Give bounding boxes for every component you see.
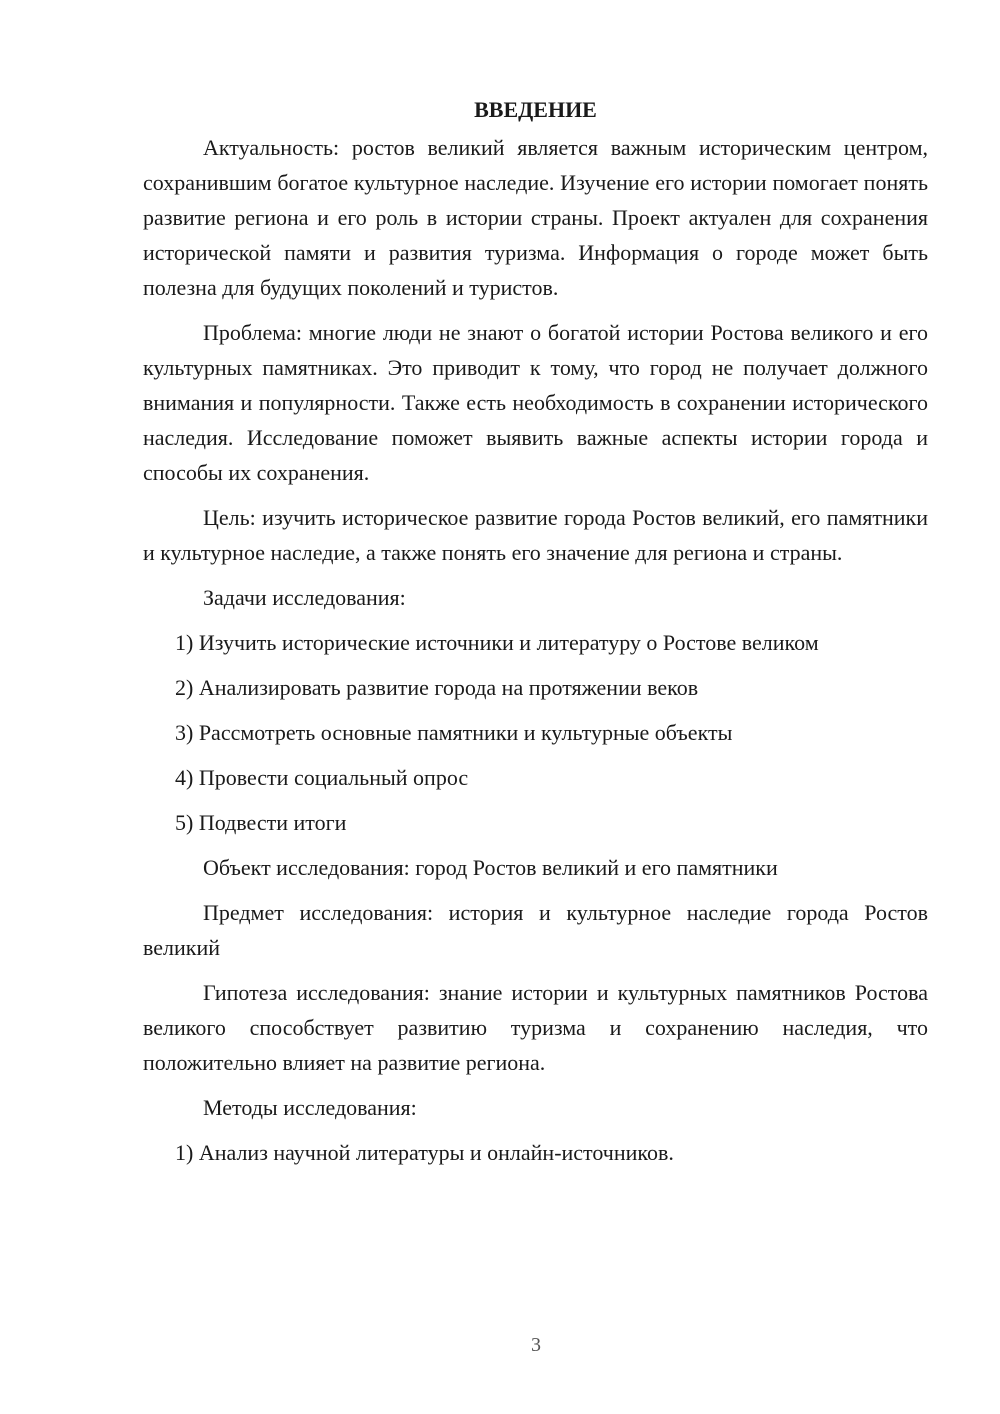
tasks-label: Задачи исследования: bbox=[203, 585, 406, 610]
methods-label: Методы исследования: bbox=[203, 1095, 417, 1120]
task-item: 5) Подвести итоги bbox=[175, 810, 347, 835]
hypothesis-paragraph: Гипотеза исследования: знание истории и культурных памятников Ростова великого способствует развитию туризма и сохранению наследия, что положительно влияет на развитие региона. bbox=[143, 980, 928, 1075]
page-body bbox=[143, 92, 928, 1180]
task-item: 4) Провести социальный опрос bbox=[175, 765, 469, 790]
task-item: 3) Рассмотреть основные памятники и культурные объекты bbox=[175, 720, 733, 745]
goal-paragraph: Цель: изучить историческое развитие города Ростов великий, его памятники и культурное наследие, а также понять его значение для региона и страны. bbox=[143, 505, 928, 565]
tasks-list bbox=[143, 625, 928, 840]
methods-list bbox=[143, 1135, 928, 1170]
problem-paragraph: Проблема: многие люди не знают о богатой истории Ростова великого и его культурных памятниках. Это приводит к тому, что город не получает должного внимания и популярности. Также есть необходимость в сохранении исторического наследия. Исследование поможет выявить важные аспекты истории города и способы их сохранения. bbox=[143, 320, 928, 485]
object-paragraph: Объект исследования: город Ростов великий и его памятники bbox=[203, 855, 778, 880]
section-heading: ВВЕДЕНИЕ bbox=[474, 97, 597, 122]
method-item: 1) Анализ научной литературы и онлайн-источников. bbox=[175, 1140, 674, 1165]
relevance-paragraph: Актуальность: ростов великий является важным историческим центром, сохранившим богатое культурное наследие. Изучение его истории помогает понять развитие региона и его роль в истории страны. Проект актуален для сохранения исторической памяти и развития туризма. Информация о городе может быть полезна для будущих поколений и туристов. bbox=[143, 135, 928, 300]
subject-paragraph: Предмет исследования: история и культурное наследие города Ростов великий bbox=[143, 900, 928, 960]
task-item: 1) Изучить исторические источники и литературу о Ростове великом bbox=[175, 630, 819, 655]
page-number: 3 bbox=[531, 1334, 541, 1356]
task-item: 2) Анализировать развитие города на протяжении веков bbox=[175, 675, 699, 700]
